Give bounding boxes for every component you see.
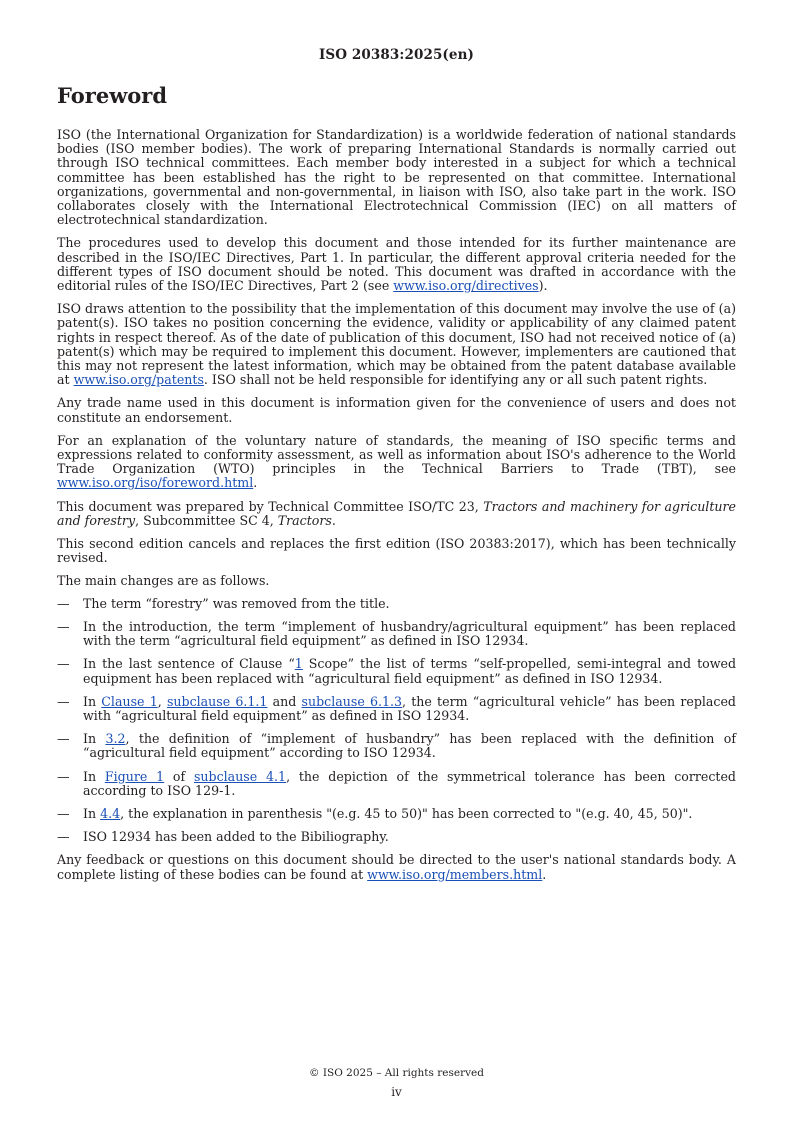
list-item-text: Scope” the list of terms “self-propelled, semi-integral and towed equipment has been replaced with “agricultural field equipment” as defined in ISO 12934. xyxy=(83,656,737,686)
paragraph-iso-intro xyxy=(57,128,736,227)
list-item-text: In xyxy=(83,731,106,747)
list-item-text: , the term “agricultural vehicle” has been replaced with “agricultural field equipment” as defined in ISO 12934. xyxy=(83,693,736,723)
paragraph-text: ). xyxy=(538,278,548,294)
list-item xyxy=(57,732,736,760)
list-item xyxy=(57,620,736,648)
paragraph-text: ISO draws attention to the possibility that the implementation of this document may involve the use of (a) patent(s). ISO takes no position concerning the evidence, validity or applicability of any claimed patent rights in respect thereof. As of the date of publication of this document, ISO had not received notice of (a) patent(s) which may be required to implement this document. However, implementers are cautioned that this may not represent the latest information, which may be obtained from the patent database available at xyxy=(57,301,736,388)
paragraph-text: This second edition cancels and replaces the first edition (ISO 20383:2017), which has been technically revised. xyxy=(57,536,736,566)
paragraph-committee xyxy=(57,500,736,528)
list-item xyxy=(57,597,736,611)
page-title: Foreword xyxy=(57,83,168,108)
paragraph-text: The main changes are as follows. xyxy=(57,573,270,589)
paragraph-text: For an explanation of the voluntary nature of standards, the meaning of ISO specific terms and expressions related to conformity assessment, as well as information about ISO's adherence to the World Trade Organization (WTO) principles in the Technical Barriers to Trade (TBT), see xyxy=(57,432,736,477)
paragraph-patents xyxy=(57,302,736,387)
patents-link[interactable]: www.iso.org/patents xyxy=(73,372,204,388)
paragraph-text: , Subcommittee SC 4, xyxy=(135,512,278,528)
changes-list xyxy=(57,597,736,845)
paragraph-procedures xyxy=(57,236,736,293)
paragraph-text: . ISO shall not be held responsible for identifying any or all such patent rights. xyxy=(203,372,708,388)
foreword-body xyxy=(57,128,736,891)
list-item-text: The term “forestry” was removed from the title. xyxy=(83,595,390,611)
list-item-text: , the depiction of the symmetrical tolerance has been corrected according to ISO 129-1. xyxy=(83,768,736,798)
document-header: ISO 20383:2025(en) xyxy=(318,47,475,63)
dash-bullet: — xyxy=(57,768,70,784)
list-item xyxy=(57,770,736,798)
list-item xyxy=(57,830,736,844)
dash-bullet: — xyxy=(57,693,70,709)
paragraph-text: . xyxy=(542,866,547,882)
dash-bullet: — xyxy=(57,656,70,672)
list-item xyxy=(57,807,736,821)
paragraph-text: The procedures used to develop this document and those intended for its further maintenance are described in the ISO/IEC Directives, Part 1. In particular, the different approval criteria needed for the different types of ISO document should be noted. This document was drafted in accordance with the editorial rules of the ISO/IEC Directives, Part 2 (see xyxy=(57,235,736,294)
clause-1-link[interactable]: Clause 1 xyxy=(101,693,158,709)
paragraph-text: . xyxy=(331,512,336,528)
paragraph-main-changes xyxy=(57,574,736,588)
directives-link[interactable]: www.iso.org/directives xyxy=(393,278,539,294)
list-item-text: ISO 12934 has been added to the Bibiliography. xyxy=(83,829,389,845)
figure-1-link[interactable]: Figure 1 xyxy=(104,768,165,784)
dash-bullet: — xyxy=(57,618,70,634)
paragraph-feedback xyxy=(57,853,736,881)
list-item-text: , the definition of “implement of husbandry” has been replaced with the definition of “agricultural field equipment” according to ISO 12934. xyxy=(83,731,736,761)
committee-title: Tractors and machinery for agriculture and forestry xyxy=(57,498,736,528)
subclause-6-1-1-link[interactable]: subclause 6.1.1 xyxy=(166,693,268,709)
paragraph-text: ISO (the International Organization for Standardization) is a worldwide federation of national standards bodies (ISO member bodies). The work of preparing International Standards is normally carried out through ISO technical committees. Each member body interested in a subject for which a technical committee has been established has the right to be represented on that committee. International organizations, governmental and non-governmental, in liaison with ISO, also take part in the work. ISO collaborates closely with the International Electrotechnical Commission (IEC) on all matters of electrotechnical standardization. xyxy=(57,127,736,228)
page-number: iv xyxy=(391,1085,402,1099)
dash-bullet: — xyxy=(57,829,70,845)
list-item xyxy=(57,695,736,723)
list-item-text: of xyxy=(164,768,194,784)
dash-bullet: — xyxy=(57,731,70,747)
list-item-text: and xyxy=(267,693,302,709)
paragraph-trade-name xyxy=(57,396,736,424)
list-item-text: , the explanation in parenthesis "(e.g. 45 to 50)" has been corrected to "(e.g. 40, 45, 50)". xyxy=(120,805,693,821)
paragraph-text: . xyxy=(253,475,258,491)
dash-bullet: — xyxy=(57,805,70,821)
dash-bullet: — xyxy=(57,595,70,611)
clause-3-2-link[interactable]: 3.2 xyxy=(105,731,126,747)
list-item-text: In the last sentence of Clause “ xyxy=(83,656,295,672)
list-item xyxy=(57,657,736,685)
paragraph-text: This document was prepared by Technical Committee ISO/TC 23, xyxy=(57,498,484,514)
paragraph-edition xyxy=(57,537,736,565)
list-item-text: In xyxy=(83,693,102,709)
clause-1-link[interactable]: 1 xyxy=(294,656,303,672)
clause-4-4-link[interactable]: 4.4 xyxy=(100,805,121,821)
members-link[interactable]: www.iso.org/members.html xyxy=(367,866,543,882)
subcommittee-title: Tractors xyxy=(277,512,332,528)
paragraph-voluntary-nature xyxy=(57,434,736,491)
subclause-4-1-link[interactable]: subclause 4.1 xyxy=(193,768,287,784)
paragraph-text: Any feedback or questions on this document should be directed to the user's national standards body. A complete listing of these bodies can be found at xyxy=(57,852,736,882)
list-item-text: In the introduction, the term “implement of husbandry/agricultural equipment” has been replaced with the term “agricultural field equipment” as defined in ISO 12934. xyxy=(83,618,736,649)
list-item-text: In xyxy=(83,805,101,821)
copyright-footer: © ISO 2025 – All rights reserved xyxy=(309,1067,484,1079)
subclause-6-1-3-link[interactable]: subclause 6.1.3 xyxy=(301,693,403,709)
foreword-link[interactable]: www.iso.org/iso/foreword.html xyxy=(57,475,254,491)
paragraph-text: Any trade name used in this document is information given for the convenience of users and does not constitute an endorsement. xyxy=(57,395,736,425)
list-item-text: , xyxy=(157,693,167,709)
list-item-text: In xyxy=(83,768,105,784)
